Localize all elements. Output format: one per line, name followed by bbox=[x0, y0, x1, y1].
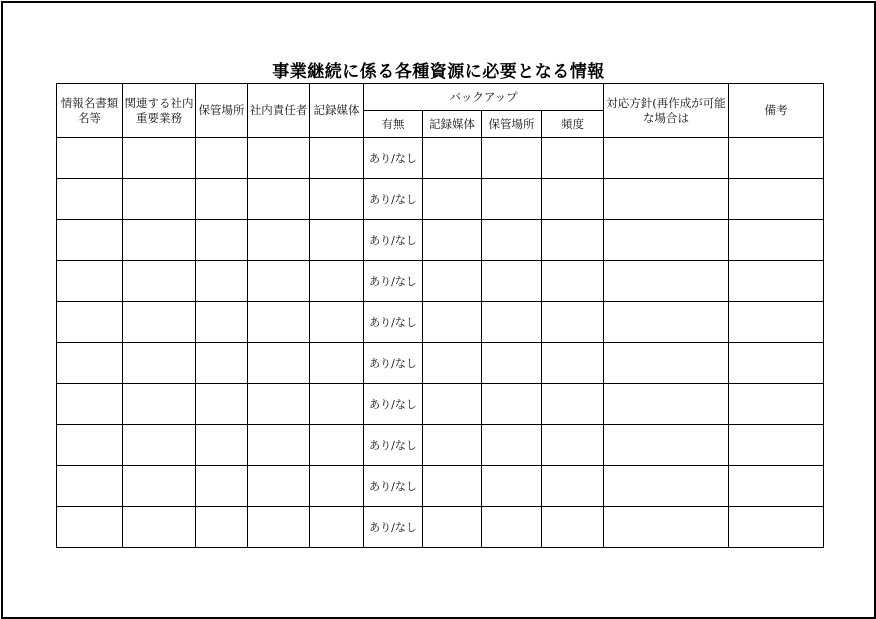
cell-recording-medium[interactable] bbox=[310, 507, 364, 548]
cell-backup-location[interactable] bbox=[482, 343, 542, 384]
cell-remarks[interactable] bbox=[729, 343, 824, 384]
cell-storage-location[interactable] bbox=[196, 138, 248, 179]
header-backup-presence: 有無 bbox=[364, 111, 423, 138]
cell-remarks[interactable] bbox=[729, 507, 824, 548]
cell-recording-medium[interactable] bbox=[310, 302, 364, 343]
cell-backup-presence: あり/なし bbox=[364, 179, 423, 220]
cell-response-policy[interactable] bbox=[604, 466, 729, 507]
cell-recording-medium[interactable] bbox=[310, 261, 364, 302]
cell-related-business[interactable] bbox=[123, 179, 196, 220]
cell-backup-location[interactable] bbox=[482, 220, 542, 261]
cell-related-business[interactable] bbox=[123, 384, 196, 425]
cell-remarks[interactable] bbox=[729, 384, 824, 425]
cell-response-policy[interactable] bbox=[604, 302, 729, 343]
cell-responsible-person[interactable] bbox=[248, 138, 310, 179]
header-remarks: 備考 bbox=[729, 84, 824, 138]
cell-remarks[interactable] bbox=[729, 220, 824, 261]
cell-related-business[interactable] bbox=[123, 466, 196, 507]
cell-storage-location[interactable] bbox=[196, 302, 248, 343]
cell-recording-medium[interactable] bbox=[310, 179, 364, 220]
cell-backup-presence: あり/なし bbox=[364, 220, 423, 261]
cell-responsible-person[interactable] bbox=[248, 343, 310, 384]
table-row bbox=[57, 343, 824, 384]
cell-info-name[interactable] bbox=[57, 138, 123, 179]
header-responsible-person: 社内責任者 bbox=[248, 84, 310, 138]
cell-info-name[interactable] bbox=[57, 302, 123, 343]
table-row bbox=[57, 302, 824, 343]
table-row bbox=[57, 261, 824, 302]
cell-info-name[interactable] bbox=[57, 343, 123, 384]
cell-info-name[interactable] bbox=[57, 220, 123, 261]
cell-related-business[interactable] bbox=[123, 343, 196, 384]
cell-responsible-person[interactable] bbox=[248, 302, 310, 343]
cell-backup-frequency[interactable] bbox=[542, 302, 604, 343]
cell-remarks[interactable] bbox=[729, 138, 824, 179]
cell-recording-medium[interactable] bbox=[310, 138, 364, 179]
cell-backup-location[interactable] bbox=[482, 302, 542, 343]
cell-remarks[interactable] bbox=[729, 302, 824, 343]
cell-backup-location[interactable] bbox=[482, 507, 542, 548]
cell-recording-medium[interactable] bbox=[310, 220, 364, 261]
table-row bbox=[57, 507, 824, 548]
cell-recording-medium[interactable] bbox=[310, 384, 364, 425]
cell-backup-medium[interactable] bbox=[423, 302, 482, 343]
cell-response-policy[interactable] bbox=[604, 425, 729, 466]
cell-backup-presence: あり/なし bbox=[364, 507, 423, 548]
cell-backup-frequency[interactable] bbox=[542, 507, 604, 548]
form-page bbox=[1, 1, 876, 619]
cell-backup-medium[interactable] bbox=[423, 179, 482, 220]
cell-info-name[interactable] bbox=[57, 466, 123, 507]
form-title: 事業継続に係る各種資源に必要となる情報 bbox=[272, 62, 605, 82]
cell-response-policy[interactable] bbox=[604, 179, 729, 220]
cell-backup-frequency[interactable] bbox=[542, 425, 604, 466]
cell-response-policy[interactable] bbox=[604, 261, 729, 302]
cell-response-policy[interactable] bbox=[604, 220, 729, 261]
cell-storage-location[interactable] bbox=[196, 220, 248, 261]
cell-related-business[interactable] bbox=[123, 425, 196, 466]
cell-backup-presence: あり/なし bbox=[364, 466, 423, 507]
table-body bbox=[57, 138, 824, 548]
cell-backup-medium[interactable] bbox=[423, 343, 482, 384]
cell-backup-presence: あり/なし bbox=[364, 343, 423, 384]
cell-backup-medium[interactable] bbox=[423, 138, 482, 179]
cell-backup-location[interactable] bbox=[482, 138, 542, 179]
table-row bbox=[57, 384, 824, 425]
cell-related-business[interactable] bbox=[123, 220, 196, 261]
cell-backup-medium[interactable] bbox=[423, 261, 482, 302]
cell-backup-frequency[interactable] bbox=[542, 179, 604, 220]
table-row bbox=[57, 138, 824, 179]
cell-remarks[interactable] bbox=[729, 261, 824, 302]
cell-recording-medium[interactable] bbox=[310, 466, 364, 507]
table-row bbox=[57, 220, 824, 261]
cell-response-policy[interactable] bbox=[604, 138, 729, 179]
cell-related-business[interactable] bbox=[123, 261, 196, 302]
cell-backup-location[interactable] bbox=[482, 466, 542, 507]
cell-backup-location[interactable] bbox=[482, 425, 542, 466]
table-row bbox=[57, 466, 824, 507]
cell-backup-medium[interactable] bbox=[423, 384, 482, 425]
cell-storage-location[interactable] bbox=[196, 507, 248, 548]
cell-info-name[interactable] bbox=[57, 507, 123, 548]
cell-related-business[interactable] bbox=[123, 302, 196, 343]
table-row bbox=[57, 425, 824, 466]
information-table bbox=[56, 83, 824, 548]
cell-backup-frequency[interactable] bbox=[542, 343, 604, 384]
cell-backup-location[interactable] bbox=[482, 179, 542, 220]
cell-info-name[interactable] bbox=[57, 384, 123, 425]
cell-recording-medium[interactable] bbox=[310, 343, 364, 384]
cell-backup-medium[interactable] bbox=[423, 466, 482, 507]
cell-storage-location[interactable] bbox=[196, 384, 248, 425]
cell-responsible-person[interactable] bbox=[248, 220, 310, 261]
header-storage-location: 保管場所 bbox=[196, 84, 248, 138]
cell-related-business[interactable] bbox=[123, 507, 196, 548]
header-backup-medium: 記録媒体 bbox=[423, 111, 482, 138]
cell-storage-location[interactable] bbox=[196, 261, 248, 302]
cell-backup-medium[interactable] bbox=[423, 425, 482, 466]
cell-remarks[interactable] bbox=[729, 179, 824, 220]
cell-responsible-person[interactable] bbox=[248, 425, 310, 466]
cell-backup-medium[interactable] bbox=[423, 507, 482, 548]
cell-backup-frequency[interactable] bbox=[542, 138, 604, 179]
cell-backup-presence: あり/なし bbox=[364, 384, 423, 425]
header-recording-medium: 記録媒体 bbox=[310, 84, 364, 138]
cell-storage-location[interactable] bbox=[196, 343, 248, 384]
cell-response-policy[interactable] bbox=[604, 507, 729, 548]
cell-remarks[interactable] bbox=[729, 466, 824, 507]
header-backup-frequency: 頻度 bbox=[542, 111, 604, 138]
cell-response-policy[interactable] bbox=[604, 384, 729, 425]
cell-backup-location[interactable] bbox=[482, 261, 542, 302]
cell-backup-presence: あり/なし bbox=[364, 261, 423, 302]
cell-storage-location[interactable] bbox=[196, 179, 248, 220]
cell-info-name[interactable] bbox=[57, 261, 123, 302]
cell-responsible-person[interactable] bbox=[248, 507, 310, 548]
cell-related-business[interactable] bbox=[123, 138, 196, 179]
header-info-name: 情報名書類名等 bbox=[57, 84, 123, 138]
cell-backup-medium[interactable] bbox=[423, 220, 482, 261]
header-related-business: 関連する社内重要業務 bbox=[123, 84, 196, 138]
cell-backup-location[interactable] bbox=[482, 384, 542, 425]
cell-response-policy[interactable] bbox=[604, 343, 729, 384]
header-backup-location: 保管場所 bbox=[482, 111, 542, 138]
header-response-policy: 対応方針(再作成が可能な場合は bbox=[604, 84, 729, 138]
cell-backup-frequency[interactable] bbox=[542, 261, 604, 302]
cell-info-name[interactable] bbox=[57, 425, 123, 466]
cell-backup-frequency[interactable] bbox=[542, 466, 604, 507]
header-backup: バックアップ bbox=[364, 84, 604, 111]
cell-remarks[interactable] bbox=[729, 425, 824, 466]
cell-info-name[interactable] bbox=[57, 179, 123, 220]
cell-storage-location[interactable] bbox=[196, 425, 248, 466]
cell-backup-presence: あり/なし bbox=[364, 302, 423, 343]
cell-responsible-person[interactable] bbox=[248, 179, 310, 220]
cell-backup-frequency[interactable] bbox=[542, 384, 604, 425]
cell-backup-presence: あり/なし bbox=[364, 425, 423, 466]
cell-responsible-person[interactable] bbox=[248, 466, 310, 507]
cell-responsible-person[interactable] bbox=[248, 384, 310, 425]
cell-recording-medium[interactable] bbox=[310, 425, 364, 466]
cell-backup-presence: あり/なし bbox=[364, 138, 423, 179]
table-row bbox=[57, 179, 824, 220]
cell-backup-frequency[interactable] bbox=[542, 220, 604, 261]
cell-responsible-person[interactable] bbox=[248, 261, 310, 302]
cell-storage-location[interactable] bbox=[196, 466, 248, 507]
